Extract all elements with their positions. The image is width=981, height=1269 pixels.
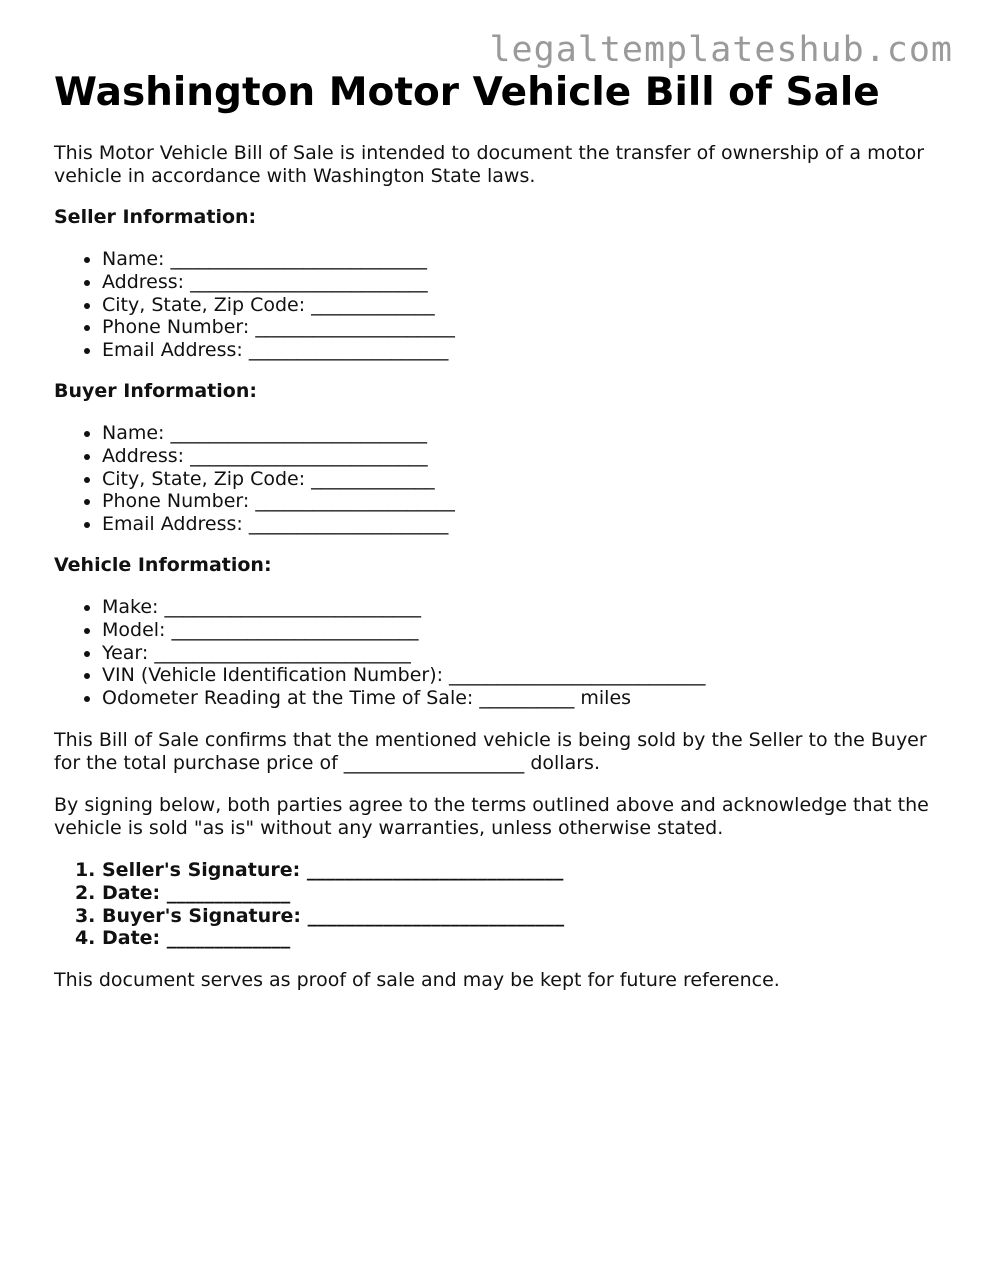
buyer-field-list bbox=[54, 422, 934, 536]
buyer-email-field[interactable]: • Email Address: _____________________ bbox=[102, 513, 934, 536]
vehicle-section-heading: Vehicle Information: bbox=[54, 553, 272, 576]
seller-field-list bbox=[54, 248, 934, 362]
buyer-date-field[interactable]: 4. Date: _____________ bbox=[102, 927, 934, 950]
signature-list bbox=[54, 859, 934, 950]
confirmation-paragraph: This Bill of Sale confirms that the mentioned vehicle is being sold by the Seller to the Buyer for the total purchase price of ___________________ dollars. bbox=[54, 728, 927, 774]
seller-phone-field[interactable]: • Phone Number: _____________________ bbox=[102, 316, 934, 339]
seller-address-field[interactable]: • Address: _________________________ bbox=[102, 271, 934, 294]
intro-paragraph: This Motor Vehicle Bill of Sale is intended to document the transfer of ownership of a motor vehicle in accordance with Washington State laws. bbox=[54, 142, 925, 187]
document-page bbox=[54, 66, 934, 992]
agreement-paragraph: By signing below, both parties agree to the terms outlined above and acknowledge that the vehicle is sold "as is" without any warranties, unless otherwise stated. bbox=[54, 793, 929, 839]
vehicle-odometer-field[interactable]: • Odometer Reading at the Time of Sale: __________ miles bbox=[102, 687, 934, 710]
watermark: legaltemplateshub.com bbox=[489, 30, 953, 70]
buyer-phone-field[interactable]: • Phone Number: _____________________ bbox=[102, 490, 934, 513]
seller-city-state-zip-field[interactable]: • City, State, Zip Code: _____________ bbox=[102, 294, 934, 317]
seller-email-field[interactable]: • Email Address: _____________________ bbox=[102, 339, 934, 362]
seller-name-field[interactable]: • Name: ___________________________ bbox=[102, 248, 934, 271]
document-title: Washington Motor Vehicle Bill of Sale bbox=[54, 70, 880, 115]
vehicle-model-field[interactable]: • Model: __________________________ bbox=[102, 619, 934, 642]
vehicle-field-list bbox=[54, 596, 934, 710]
buyer-city-state-zip-field[interactable]: • City, State, Zip Code: _____________ bbox=[102, 468, 934, 491]
buyer-signature-field[interactable]: 3. Buyer's Signature: ___________________________ bbox=[102, 905, 934, 928]
vehicle-year-field[interactable]: • Year: ___________________________ bbox=[102, 642, 934, 665]
buyer-address-field[interactable]: • Address: _________________________ bbox=[102, 445, 934, 468]
seller-date-field[interactable]: 2. Date: _____________ bbox=[102, 882, 934, 905]
closing-paragraph: This document serves as proof of sale and may be kept for future reference. bbox=[54, 969, 780, 992]
vehicle-vin-field[interactable]: • VIN (Vehicle Identification Number): ___________________________ bbox=[102, 664, 934, 687]
seller-section-heading: Seller Information: bbox=[54, 206, 257, 228]
buyer-section-heading: Buyer Information: bbox=[54, 379, 257, 402]
buyer-name-field[interactable]: • Name: ___________________________ bbox=[102, 422, 934, 445]
vehicle-make-field[interactable]: • Make: ___________________________ bbox=[102, 596, 934, 619]
seller-signature-field[interactable]: 1. Seller's Signature: ___________________________ bbox=[102, 859, 934, 882]
